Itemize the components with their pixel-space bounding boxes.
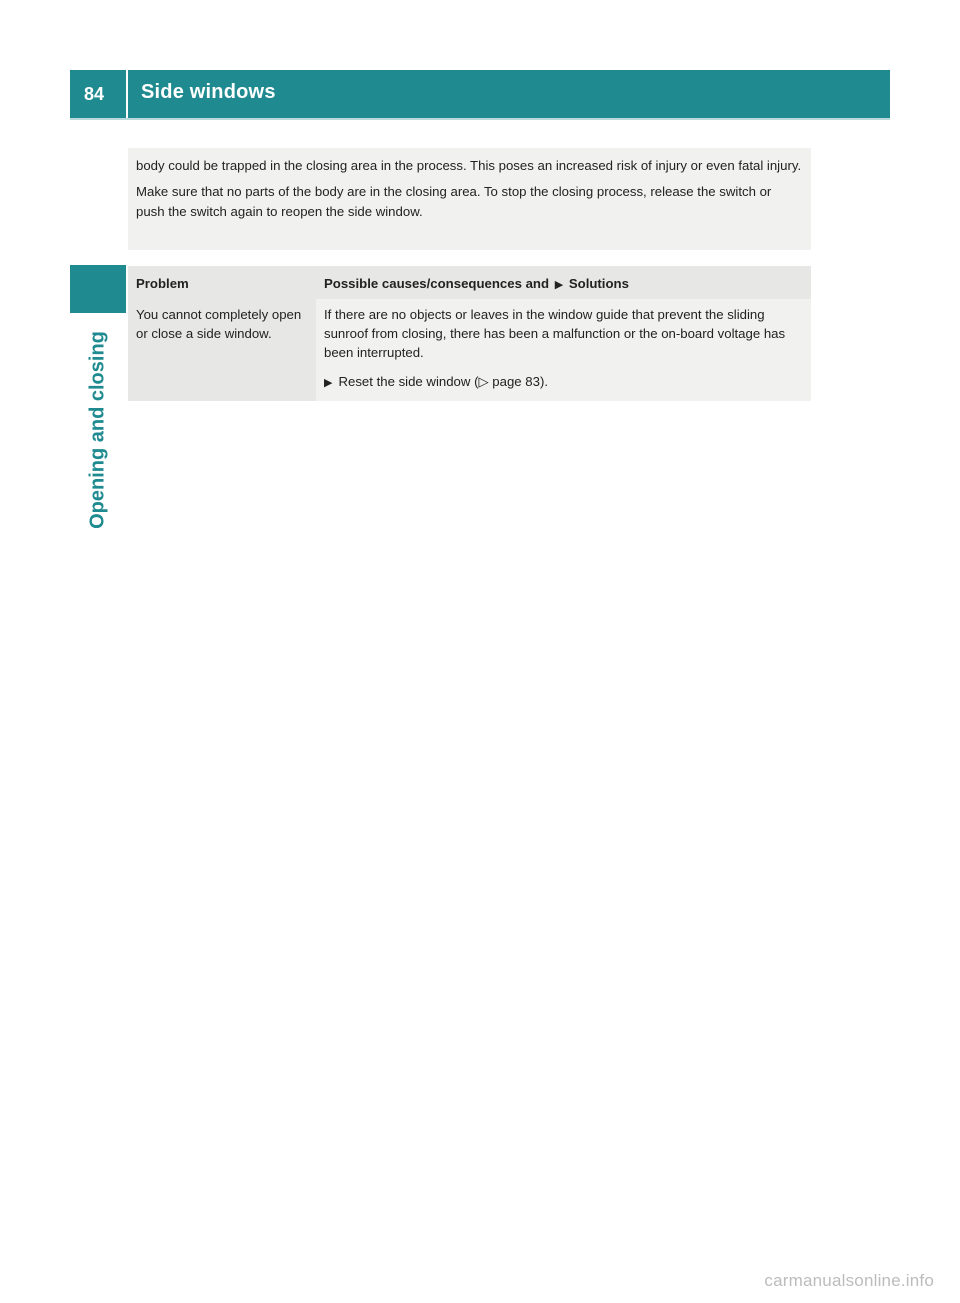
header-solutions-suffix: Solutions [568, 276, 629, 291]
section-title: Side windows [141, 81, 276, 103]
solution-cell [316, 299, 811, 401]
side-tab-marker [70, 265, 126, 313]
troubleshooting-table [128, 266, 811, 401]
warning-box [128, 148, 811, 250]
page-header [70, 70, 890, 120]
header-solutions [316, 266, 811, 299]
problem-cell: You cannot completely open or close a side window. [128, 299, 316, 401]
solution-text[interactable]: Reset the side window (▷ page 83). [338, 374, 549, 389]
table-header-row [128, 266, 811, 299]
warning-paragraph-1: body could be trapped in the closing area in the process. This poses an increased risk of injury or even fatal injury. [136, 158, 802, 173]
watermark: carmanualsonline.info [764, 1271, 934, 1290]
warning-paragraph-2: Make sure that no parts of the body are in the closing area. To stop the closing process, release the switch or push the switch again to reopen the side window. [136, 184, 772, 219]
chapter-side-label: Opening and closing [86, 331, 109, 529]
header-solutions-prefix: Possible causes/consequences and [324, 276, 550, 291]
triangle-right-icon: ▶ [554, 279, 564, 291]
action-arrow-icon: ▶ [324, 377, 333, 389]
page-number: 84 [84, 84, 105, 104]
solution-step [324, 372, 803, 393]
cause-text: If there are no objects or leaves in the window guide that prevent the sliding sunroof from closing, there has been a malfunction or the on-board voltage has been interrupted. [324, 307, 786, 360]
header-problem: Problem [128, 266, 316, 299]
table-row [128, 299, 811, 401]
header-divider [126, 70, 128, 118]
